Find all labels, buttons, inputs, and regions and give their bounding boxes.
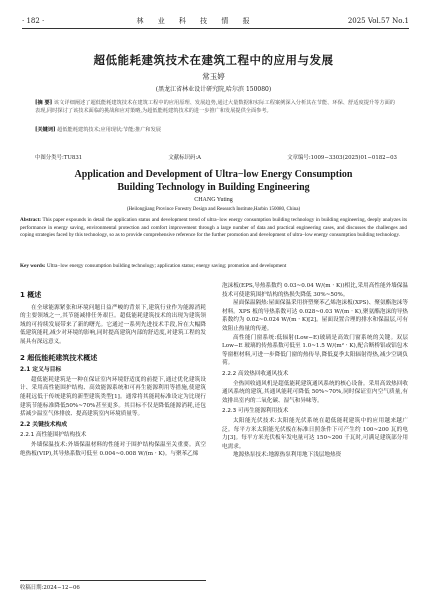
article-number: 文章编号:1009−3303(2025)01−0182−03	[287, 155, 397, 161]
paragraph: 全热回收通风机是超低能耗建筑通风系统的核心设备。采用高效热回收通风系统的建筑,其通风能耗可降低 50%~70%,同时保证室内空气质量,有效排出室内的二氧化碳、湿气和异味等。	[222, 380, 408, 404]
keywords-text: 超低能耗建筑技术;应用现状;节能;推广和发展	[57, 127, 161, 133]
english-title	[0, 168, 427, 194]
right-column	[222, 282, 408, 460]
page-number: · 182 ·	[22, 17, 45, 25]
paper-title: 超低能耗建筑技术在建筑工程中的应用与发展	[93, 53, 334, 67]
paragraph: 在全球能源紧张和环境问题日益严峻的背景下,建筑行业作为能源消耗的主要领域之一,其节能减排任务艰巨。超低能耗建筑技术的出现为建筑领域的可持续发展带来了新的曙光。它通过一系列先进技术手段,旨在大幅降低建筑能耗,减少对环境的影响,同时提高建筑内部的舒适度,对建筑工程的发展具有深远意义。	[20, 304, 206, 345]
keywords	[35, 126, 395, 134]
paragraph: 地源热泵技术:地源热泵利用地下浅层地热资	[233, 452, 342, 459]
paragraph: 泡沫板(EPS,导热系数约 0.03~0.04 W/(m · K))相比,采用高性能外墙保温技术可使建筑围护结构的热损失降低 30%~50%。	[222, 283, 408, 298]
affiliation: (黑龙江省林业设计研究院,哈尔滨 150080)	[155, 86, 272, 93]
subsection-heading: 2.2 关键技术构成	[20, 421, 68, 428]
issue-info: 2025 Vol.57 No.1	[347, 17, 409, 25]
keywords-label: [关键词]	[35, 127, 56, 133]
paragraph: 外墙保温技术:外墙保温材料的性能对于围护结构保温至关重要。真空绝热板(VIP),其导热系数可低至 0.004~0.008 W/(m · K)。与聚苯乙烯	[20, 441, 206, 457]
paragraph: 屋面保温隔热:屋面保温采用挤塑聚苯乙烯泡沫板(XPS)、聚氨酯泡沫等材料。XPS 板的导热系数可达 0.028~0.03 W/(m · K),聚氨酯泡沫的导热系数约为 0.02~0.024 W/(m · K)[2]。屋面设置合理的排水和保温层,可有效阻止热量的传递。	[222, 300, 408, 332]
english-abstract	[20, 217, 407, 240]
english-abstract-text: This paper expounds in detail the application status and development trend of ultra−low energy consumption building technology in building engineering, deeply analyzes its performance in energy saving, environmental protection and comfort improvement through a large number of data and practical engineering cases, and discusses the challenges and coping strategies faced by this technology, so as to provide comprehensive reference for the further promotion and development of ultra−low energy consumption building technology.	[20, 217, 407, 238]
footnote: 收稿日期:2024−12−06	[20, 580, 206, 591]
section-heading: 1 概述	[20, 291, 42, 299]
english-keywords-text: Ultra−low energy consumption building technology; application status; energy saving; promotion and development	[46, 263, 287, 269]
english-keywords-label: Key words:	[20, 263, 46, 269]
document-code: 文献标识码:A	[168, 155, 202, 161]
paragraph: 高性能门窗系统:低辐射(Low−E)玻璃是高效门窗系统的关键。双层 Low−E 玻璃的传热系数可低至 1.0~1.5 W/(m² · K),配合断桥铝或铝包木等窗框材料,可进一步降低门窗的热传导,降低夏季太阳辐射得热,减少空调负荷。	[222, 334, 408, 367]
classification-line	[35, 153, 397, 161]
subsubsection-heading: 2.2.1 高性能围护结构技术	[20, 432, 87, 439]
subsubsection-heading: 2.2.2 高效热回收通风技术	[222, 370, 289, 377]
abstract-label: [摘 要]	[35, 100, 53, 106]
left-column	[20, 284, 206, 458]
subsection-heading: 2.1 定义与目标	[20, 367, 62, 374]
section-heading: 2 超低能耗建筑技术概述	[20, 353, 98, 362]
journal-name: 林 业 科 技 情 报	[136, 17, 256, 25]
abstract-text: 该文详细阐述了超低能耗建筑技术在建筑工程中的应用原理、发展趋势,通过大量数据和实际工程案例深入分析其在节能、环保、舒适度提升等方面的表现,同时探讨了该技术面临的挑战和应对策略,为超低能耗建筑技术的进一步推广和发展提供全面参考。	[35, 100, 395, 115]
author: 常玉婷	[202, 72, 225, 81]
english-keywords	[20, 263, 407, 269]
english-abstract-label: Abstract:	[20, 217, 42, 223]
running-header	[22, 14, 409, 29]
paragraph: 太阳能光伏技术:太阳能光伏系统在超低能耗建筑中的应用越来越广泛。每平方米太阳能光伏板在标准日照条件下可产生约 100~200 瓦的电力[3]。每平方米光伏板年发电量可达 150~200 千瓦时,可满足建筑部分用电需求。	[222, 417, 408, 450]
english-title-line: Building Technology in Building Engineering	[117, 182, 310, 193]
subsubsection-heading: 2.2.3 可再生能源利用技术	[222, 408, 289, 415]
english-author: CHANG Yuting	[194, 197, 233, 203]
english-affiliation: (Heilongjiang Province Forestry Design and Research Institute,Harbin 150080, China)	[126, 207, 301, 212]
clc-number: 中图分类号:TU831	[35, 155, 83, 161]
paragraph: 超低能耗建筑是一种在保证室内环境舒适度的前提下,通过优化建筑设计、采用高性能围护结构、高效能源系统和可再生能源利用等措施,使建筑能耗远低于传统建筑的新型建筑类型[1]。通常将其能耗标准设定为比现行建筑节能标准降低50%~70%甚至更多。其目标不仅是降低能源消耗,还包括减少温室气体排放、提高建筑室内环境质量等。	[20, 376, 206, 418]
english-title-line: Application and Development of Ultra−low Energy Consumption	[74, 169, 353, 180]
abstract	[35, 99, 395, 115]
